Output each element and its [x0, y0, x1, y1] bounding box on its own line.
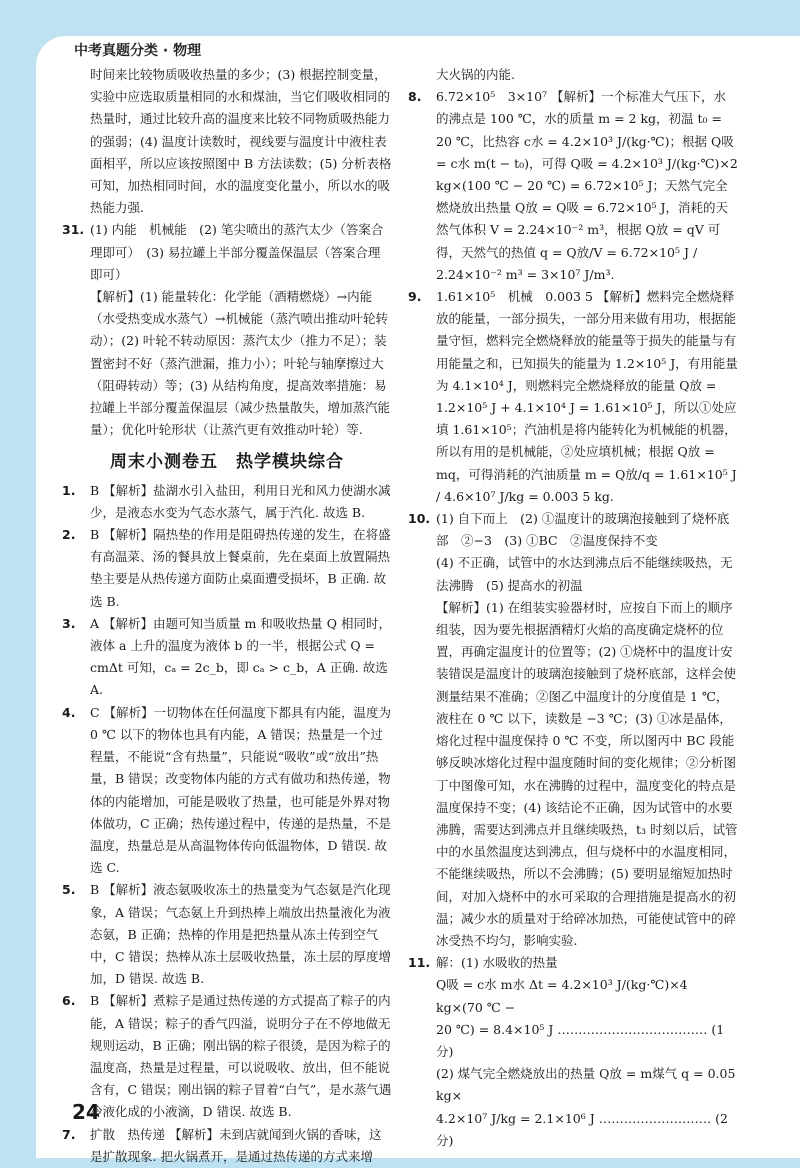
- q8-number: 8.: [408, 89, 422, 105]
- page-number: 24: [72, 1100, 100, 1124]
- q1-number: 1.: [62, 482, 76, 498]
- q31-number: 31.: [62, 222, 85, 238]
- q10-answer-a: (1) 自下而上 (2) ①温度计的玻璃泡接触到了烧杯底部 ②−3 (3) ①BC ②温度保持不变: [436, 511, 730, 549]
- q10-answer-b: (4) 不正确，试管中的水达到沸点后不能继续吸热，无法沸腾 (5) 提高水的初温: [436, 555, 733, 593]
- q4-text: C 【解析】一切物体在任何温度下都具有内能，温度为 0 ℃ 以下的物体也具有内能，A 错误；热量是一个过程量，不能说“含有热量”，只能说“吸收”或“放出”热量，B 错误；改变物体内能的方式有做功和热传递，物体的内能增加，可能是吸收了热量，也可能是外界对物体做功，C 正确；热传递过程中，传递的是热量，不是温度，热量总是从高温物体传向低温物体，D 错误. 故选 C.: [90, 704, 392, 876]
- q11-line-3: (2) 煤气完全燃烧放出的热量 Q放 = m煤气 q = 0.05 kg×: [436, 1066, 736, 1104]
- q9-number: 9.: [408, 289, 422, 305]
- q11-line-1: Q吸 = c水 m水 Δt = 4.2×10³ J/(kg·℃)×4 kg×(70 ℃ −: [436, 977, 688, 1015]
- q4-number: 4.: [62, 704, 76, 720]
- right-column: [408, 64, 738, 1152]
- q9: [408, 286, 738, 508]
- q11-line-4: 4.2×10⁷ J/kg = 2.1×10⁶ J ……………………… (2 分): [436, 1110, 728, 1148]
- left-column: [62, 64, 392, 1168]
- q11-line-2: 20 ℃) = 8.4×10⁵ J ……………………………… (1 分): [436, 1021, 725, 1059]
- q7: [62, 1124, 392, 1168]
- q1-text: B 【解析】盐湖水引入盐田，利用日光和风力使湖水减少，是液态水变为气态水蒸气，属于汽化. 故选 B.: [90, 482, 391, 520]
- q1: [62, 480, 392, 524]
- q10-analysis: 【解析】(1) 在组装实验器材时，应按自下而上的顺序组装，因为要先根据酒精灯火焰的高度确定烧杯的位置，再确定温度计的位置等；(2) ①烧杯中的温度计安装错误是温度计的玻璃泡接触到了烧杯底部，这样会使测量结果不准确；②图乙中温度计的分度值是 1 ℃，液柱在 0 ℃ 以下，读数是 −3 ℃；(3) ①冰是晶体，熔化过程中温度保持 0 ℃ 不变，所以图丙中 BC 段能够反映冰熔化过程中温度随时间的变化规律；②分析图丁中图像可知，水在沸腾的过程中，温度变化的特点是温度保持不变；(4) 该结论不正确，因为试管中的水要沸腾，需要达到沸点并且继续吸热，t₃ 时刻以后，试管中的水虽然温度达到沸点，但与烧杯中的水温度相同，不能继续吸热，所以不会沸腾；(5) 要明显缩短加热时间，对加入烧杯中的水可采取的合理措施是提高水的初温；减少水的质量对于给碎冰加热，可能使试管中的碎冰受热不均匀，影响实验.: [436, 599, 738, 948]
- q9-text: 1.61×10⁵ 机械 0.003 5 【解析】燃料完全燃烧释放的能量，一部分损失，一部分用来做有用功，根据能量守恒，燃料完全燃烧释放的能量等于损失的能量与有用能量之和，已知损失的能量为 1.2×10⁵ J，有用能量为 4.1×10⁴ J，则燃料完全燃烧释放的能量 Q放 = 1.2×10⁵ J + 4.1×10⁴ J = 1.61×10⁵ J，所以①处应填 1.61×10⁵；汽油机是将内能转化为机械能的机器，所以有用的是机械能，②处应填机械；根据 Q放 = mq，可得消耗的汽油质量 m = Q放/q = 1.61×10⁵ J / 4.6×10⁷ J/kg = 0.003 5 kg.: [436, 289, 738, 504]
- q31-analysis: 【解析】(1) 能量转化：化学能（酒精燃烧）→内能（水受热变成水蒸气）→机械能（蒸汽喷出推动叶轮转动）；(2) 叶轮不转动原因：蒸汽太少（推力不足）；装置密封不好（蒸汽泄漏，推力小）；叶轮与轴摩擦过大（阻碍转动）等；(3) 从结构角度，提高效率措施：易拉罐上半部分覆盖保温层（减少热量散失，增加蒸汽能量）；优化叶轮形状（让蒸汽更有效推动叶轮）等.: [90, 289, 391, 438]
- q6: [62, 990, 392, 1123]
- q2-number: 2.: [62, 527, 76, 543]
- q6-text: B 【解析】煮粽子是通过热传递的方式提高了粽子的内能，A 错误；粽子的香气四溢，说明分子在不停地做无规则运动，B 正确；刚出锅的粽子很烫，是因为粽子的温度高，热量是过程量，可以说吸收、放出，但不能说含有，C 错误；刚出锅的粽子冒着“白气”，是水蒸气遇冷液化成的小液滴，D 错误. 故选 B.: [90, 993, 392, 1120]
- q7-number: 7.: [62, 1126, 76, 1142]
- q10-number: 10.: [408, 511, 431, 527]
- running-header: 中考真题分类 · 物理: [74, 43, 202, 59]
- q31-answer: (1) 内能 机械能 (2) 笔尖喷出的蒸汽太少（答案合理即可） (3) 易拉罐上半部分覆盖保温层（答案合理即可）: [90, 222, 384, 282]
- q31: [62, 219, 392, 441]
- q8-text: 6.72×10⁵ 3×10⁷ 【解析】一个标准大气压下，水的沸点是 100 ℃，水的质量 m = 2 kg，初温 t₀ = 20 ℃，比热容 c水 = 4.2×10³ J/(kg·℃)；根据 Q吸 = c水 m(t − t₀)，可得 Q吸 = 4.2×10³ J/(kg·℃)×2 kg×(100 ℃ − 20 ℃) = 6.72×10⁵ J；天然气完全燃烧放出热量 Q放 = Q吸 = 6.72×10⁵ J，消耗的天然气体积 V = 2.24×10⁻² m³，根据 Q放 = qV 可得，天然气的热值 q = Q放/V = 6.72×10⁵ J / 2.24×10⁻² m³ = 3×10⁷ J/m³.: [436, 89, 738, 282]
- q7-continuation: 大火锅的内能.: [436, 67, 515, 82]
- q10: [408, 508, 738, 952]
- q2: [62, 524, 392, 613]
- section-title: 周末小测卷五 热学模块综合: [110, 452, 344, 473]
- q11-number: 11.: [408, 955, 431, 971]
- q3-text: A 【解析】由题可知当质量 m 和吸收热量 Q 相同时，液体 a 上升的温度为液体 b 的一半，根据公式 Q = cmΔt 可知，cₐ = 2c_b，即 cₐ > c_b，A 正确. 故选 A.: [90, 615, 391, 698]
- q30-continuation: 时间来比较物质吸收热量的多少；(3) 根据控制变量，实验中应选取质量相同的水和煤油，当它们吸收相同的热量时，通过比较升高的温度来比较不同物质吸热能力的强弱；(4) 温度计读数时，视线要与温度计中液柱表面相平，所以应该按照图中 B 方法读数；(5) 分析表格可知，加热相同时间，水的温度变化量小，所以水的吸热能力强.: [90, 67, 392, 216]
- q6-number: 6.: [62, 993, 76, 1009]
- q11-intro: 解：(1) 水吸收的热量: [436, 955, 558, 971]
- q3-number: 3.: [62, 615, 76, 631]
- q5: [62, 879, 392, 990]
- q7-text: 扩散 热传递 【解析】未到店就闻到火锅的香味，这是扩散现象. 把火锅煮开，是通过热传递的方式来增: [90, 1126, 382, 1164]
- q5-number: 5.: [62, 882, 76, 898]
- q4: [62, 702, 392, 880]
- q3: [62, 613, 392, 702]
- q11: [408, 952, 738, 1152]
- q8: [408, 86, 738, 286]
- q2-text: B 【解析】隔热垫的作用是阻碍热传递的发生，在将盛有高温菜、汤的餐具放上餐桌前，先在桌面上放置隔热垫主要是从热传递方面防止桌面遭受损坏，B 正确. 故选 B.: [90, 527, 391, 609]
- q5-text: B 【解析】液态氨吸收冻土的热量变为气态氨是汽化现象，A 错误；气态氨上升到热棒上端放出热量液化为液态氨，B 正确；热棒的作用是把热量从冻土传到空气中，C 错误；热棒从冻土层吸收热量，冻土层的厚度增加，D 错误. 故选 B.: [90, 882, 392, 987]
